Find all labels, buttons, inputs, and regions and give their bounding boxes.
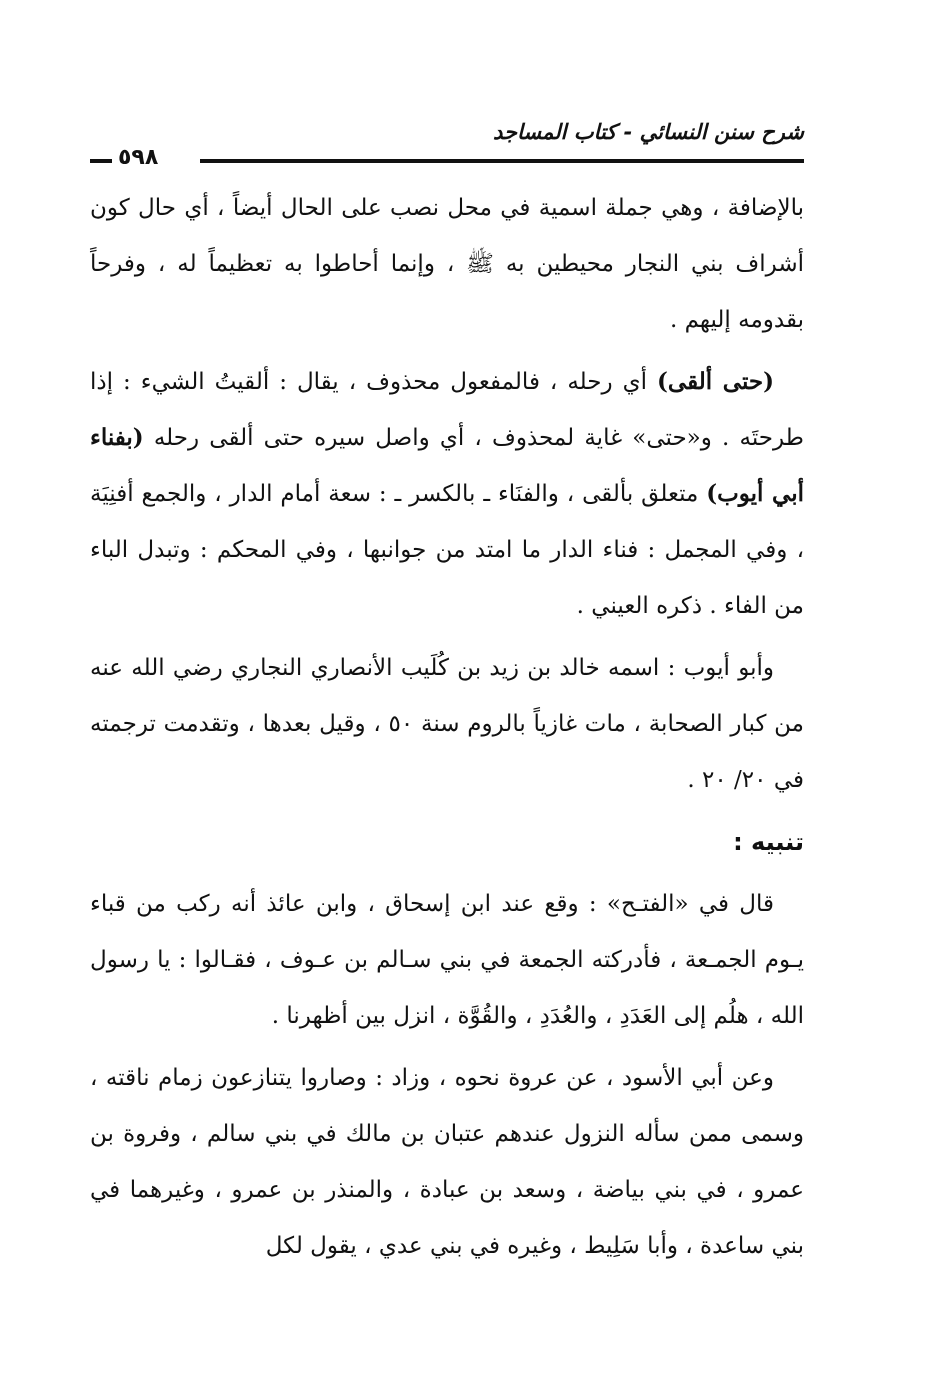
quoted-phrase: (حتى ألقى) — [657, 368, 775, 395]
paragraph-1: بالإضافة ، وهي جملة اسمية في محل نصب على الحال أيضاً ، أي حال كون أشراف بني النجار محيطين به ﷺ ، وإنما أحاطوا به تعظيماً له ، وفرحاً بقدومه إليهم . — [90, 195, 804, 333]
header-title: شرح سنن النسائي - كتاب المساجد — [493, 120, 804, 144]
paragraph-2-text-2: متعلق بألقى ، والفنَاء ـ بالكسر ـ : سعة أمام الدار ، والجمع أفنِيَة ، وفي المجمل : فناء الدار ما امتد من جوانبها ، وفي المحكم : وتبدل الباء من الفاء . ذكره العيني . — [90, 481, 804, 619]
paragraph-2-text: أي رحله ، فالمفعول محذوف ، يقال : ألقيتُ الشيء : إذا طرحتَه . و«حتى» غاية لمحذوف ، أي واصل سيره حتى ألقى رحله — [90, 369, 804, 451]
book-page — [90, 118, 804, 1338]
quoted-phrase-2: (بفناء أبي أيوب) — [90, 424, 804, 507]
paragraph-2 — [90, 354, 804, 634]
paragraph-4: قال في «الفتـح» : وقع عند ابن إسحاق ، وابن عائذ أنه ركب من قباء يـوم الجمـعة ، فأدركته الجمعة في بني سـالم بن عـوف ، فقـالوا : يا رسول الله ، هلُم إلى العَدَدِ ، والعُدَدِ ، والقُوَّة ، انزل بين أظهرنا . — [90, 891, 804, 1029]
body-text — [90, 180, 804, 1274]
page-number-dash — [90, 159, 112, 163]
running-header — [90, 118, 804, 180]
section-heading: تنبيه : — [733, 828, 804, 856]
paragraph-3: وأبو أيوب : اسمه خالد بن زيد بن كُلَيب الأنصاري النجاري رضي الله عنه من كبار الصحابة ، مات غازياً بالروم سنة ٥٠ ، وقيل بعدها ، وتقدمت ترجمته في ٢٠/ ٢٠ . — [90, 655, 804, 793]
paragraph-5: وعن أبي الأسود ، عن عروة نحوه ، وزاد : وصاروا يتنازعون زمام ناقته ، وسمى ممن سأله النزول عندهم عتبان بن مالك في بني سالم ، وفروة بن عمرو ، في بني بياضة ، وسعد بن عبادة ، والمنذر بن عمرو ، وغيرهما في بني ساعدة ، وأبا سَلِيط ، وغيره في بني عدي ، يقول لكل — [90, 1065, 804, 1259]
page-number: ٥٩٨ — [112, 145, 164, 170]
header-rule — [200, 159, 804, 163]
